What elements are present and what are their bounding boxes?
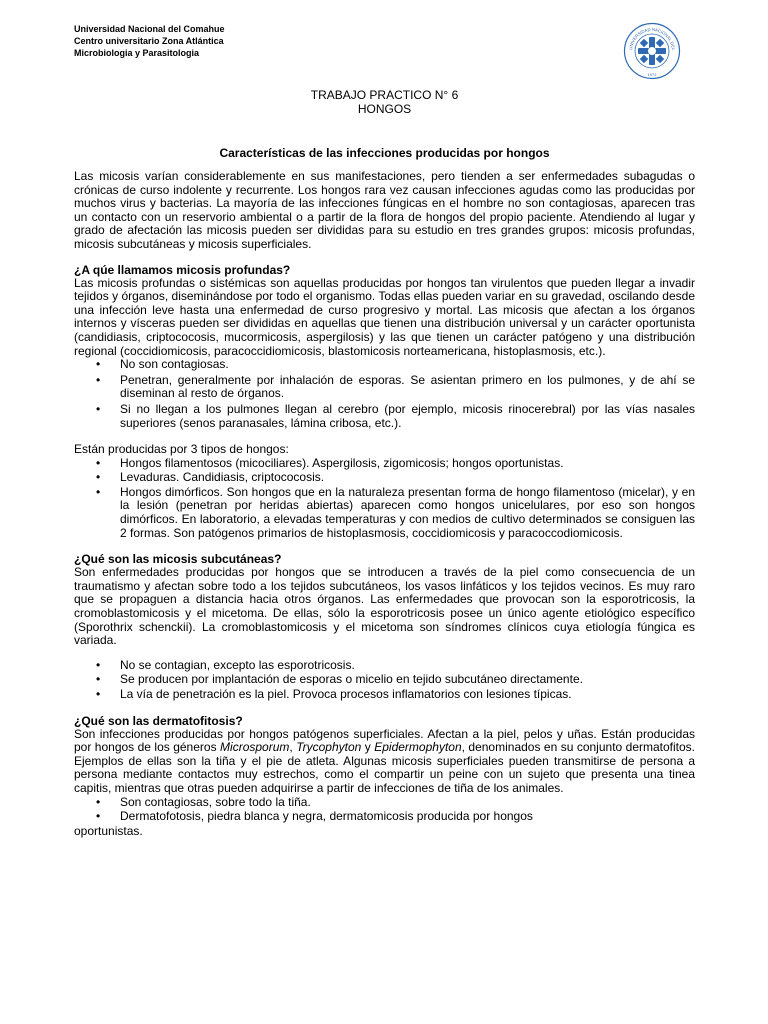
profundas-paragraph: Las micosis profundas o sistémicas son aquellas producidas por hongos tan virulentos que pueden llegar a invadir tejidos y órganos, diseminándose por todo el organismo. Todas ellas pueden variar en su gravedad, oscilando desde una infección leve hasta una enfermedad de curso progresivo y mortal. Las micosis que afectan a los órganos internos y vísceras pueden ser divididas en aquellas que tienen una distribución universal y un carácter oportunista (candidiasis, criptococosis, mucormicosis, aspergilosis) y las que tienen un carácter patógeno y una distribución regional (coccidiomicosis, paracoccidiomicosis, blastomicosis norteamericana, histoplasmosis, etc.). <box>74 275 695 358</box>
types-intro: Están producidas por 3 tipos de hongos: <box>74 442 289 457</box>
genus-microsporum: Microsporum <box>220 740 290 755</box>
profundas-list <box>74 358 695 430</box>
title-line-1: TRABAJO PRACTICO N° 6 <box>310 88 459 102</box>
dermatofitosis-paragraph <box>74 728 695 796</box>
list-item: • No son contagiosas. <box>74 358 695 372</box>
list-item: • La vía de penetración es la piel. Provoca procesos inflamatorios con lesiones típicas. <box>74 688 695 702</box>
derm-sep-2: y <box>361 740 375 755</box>
genus-trycophyton: Trycophyton <box>296 740 362 755</box>
main-heading: Características de las infecciones producidas por hongos <box>219 146 550 160</box>
center-name: Centro universitario Zona Atlántica <box>74 36 224 46</box>
derm-text-2: , denominados en su conjunto dermatofitos. Ejemplos de ellas son la tiña y el pie de atleta. Algunas micosis superficiales pueden transmitirse de persona a persona mediante contactos muy estrechos, como el compartir un peine con un sujeto que presenta una tinea capitis, mientras que otras pueden adquirirse a partir de infecciones de tiña de los animales. <box>74 740 696 795</box>
intro-paragraph: Las micosis varían considerablemente en sus manifestaciones, pero tienden a ser enfermedades subagudas o crónicas de curso indolente y recurrente. Los hongos rara vez causan infecciones agudas como las producidas por muchos virus y bacterias. La mayoría de las infecciones fúngicas en el hombre no son contagiosas, aparecen tras un contacto con un reservorio ambiental o a partir de la flora de hongos del propio paciente. Atendiendo al lugar y grado de afectación las micosis pueden ser divididas para su estudio en tres grandes grupos: micosis profundas, micosis subcutáneas y micosis superficiales. <box>74 169 695 251</box>
derm-text-1: Son infecciones producidas por hongos patógenos superficiales. Afectan a la piel, pelos y uñas. Están producidas por hongos de los géneros <box>74 726 695 755</box>
title-line-2: HONGOS <box>357 102 412 116</box>
profundas-heading: ¿A qúe llamamos micosis profundas? <box>74 262 291 277</box>
document-title <box>74 88 695 116</box>
document-body <box>74 146 695 838</box>
list-item: • Penetran, generalmente por inhalación de esporas. Se asientan primero en los pulmones, y de ahí se diseminan al resto de órganos. <box>74 374 695 401</box>
list-item: • Hongos dimórficos. Son hongos que en la naturaleza presentan forma de hongo filamentoso (micelar), y en la lesión (penetran por heridas abiertas) aparecen como hongos unicelulares, por eso son hongos dimórficos. En laboratorio, a elevadas temperaturas y con medios de cultivo determinados se consiguen las 2 formas. Son patógenos primarios de histoplasmosis, coccidiomicosis y paracoccodiomicosis. <box>74 486 695 540</box>
logo-year: 1972 <box>647 72 657 77</box>
types-list <box>74 457 695 541</box>
genus-epidermophyton: Epidermophyton <box>374 740 462 755</box>
dermatofitosis-list <box>74 796 695 824</box>
university-logo-icon <box>623 22 681 80</box>
university-name: Universidad Nacional del Comahue <box>74 24 225 34</box>
department-name: Microbiologia y Parasitologia <box>74 48 200 58</box>
institution-header <box>74 23 225 59</box>
derm-sep-1: , <box>289 740 297 755</box>
list-item: • No se contagian, excepto las esporotricosis. <box>74 659 695 673</box>
logo-text: UNIVERSIDAD NACIONAL DEL <box>628 26 676 51</box>
subcutaneas-paragraph: Son enfermedades producidas por hongos que se introducen a través de la piel como consecuencia de un traumatismo y afectan sobre todo a los tejidos subcutáneos, los vasos linfáticos y los tejidos vecinos. Es muy raro que se propaguen a distancia hacia otros órganos. Las enfermedades que provocan son la esporotricosis, la cromoblastomicosis y el micetoma. De ellas, sólo la esporotricosis posee un único agente etiológico específico (Sporothrix schenckii). La cromoblastomicosis y el micetoma son síndromes clínicos cuya etiología fúngica es variada. <box>74 565 695 648</box>
list-item: • Si no llegan a los pulmones llegan al cerebro (por ejemplo, micosis rinocerebral) por las vías nasales superiores (senos paranasales, lámina cribosa, etc.). <box>74 403 695 430</box>
list-item: • Se producen por implantación de esporas o micelio en tejido subcutáneo directamente. <box>74 673 695 687</box>
subcutaneas-list <box>74 659 695 702</box>
subcutaneas-heading: ¿Qué son las micosis subcutáneas? <box>74 552 282 567</box>
list-item: • Dermatofotosis, piedra blanca y negra, dermatomicosis producida por hongos <box>74 810 695 824</box>
dermatofitosis-heading: ¿Qué son las dermatofitosis? <box>74 713 243 728</box>
list-item: • Hongos filamentosos (micociliares). Aspergilosis, zigomicosis; hongos oportunistas. <box>74 457 695 471</box>
trailing-text: oportunistas. <box>74 823 143 838</box>
list-item: • Levaduras. Candidiasis, criptococosis. <box>74 471 695 485</box>
list-item: • Son contagiosas, sobre todo la tiña. <box>74 796 695 810</box>
